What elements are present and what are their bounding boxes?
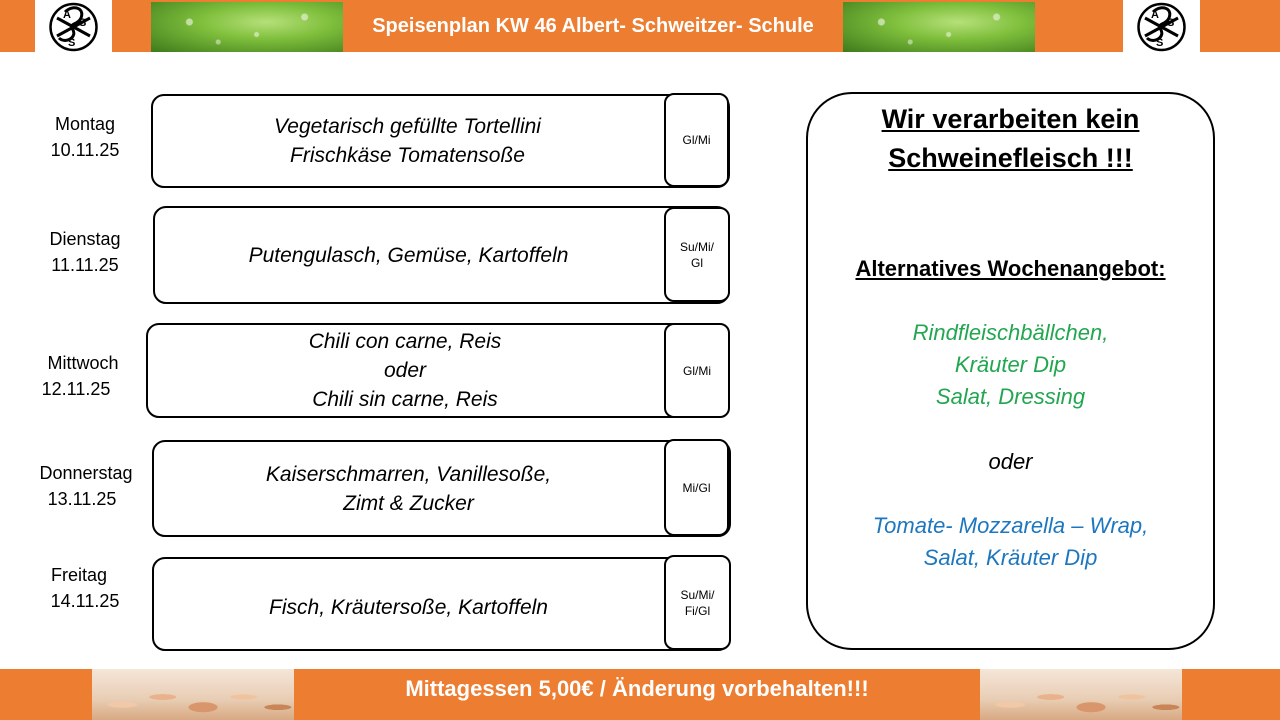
alternative-2-line: Salat, Kräuter Dip [923,545,1098,570]
school-logo-left [35,0,112,52]
meal-line: oder [383,359,427,382]
svg-text:A: A [1151,9,1159,21]
notice-line-2: Schweinefleisch !!! [888,143,1133,173]
meal-box-friday [152,557,731,651]
alternative-1-line: Kräuter Dip [954,352,1067,377]
day-label-wednesday [34,350,132,402]
header-leaf-image-right [843,2,1035,52]
meal-line: Chili sin carne, Reis [312,388,498,411]
allergen-box-friday: Su/Mi/ Fi/Gl [664,555,731,650]
svg-text:A: A [63,9,71,21]
day-date: 11.11.25 [51,255,119,275]
day-label-thursday [30,460,142,512]
school-logo-right [1123,0,1200,52]
meal-box-monday [151,94,730,188]
side-panel [806,92,1215,650]
day-name: Dienstag [49,229,121,249]
meal-text [154,442,663,535]
alternative-heading: Alternatives Wochenangebot: [855,256,1166,281]
meal-text [148,325,662,416]
allergen-box-thursday: Mi/Gl [664,439,729,536]
meal-line: Zimt & Zucker [343,491,474,515]
day-date: 12.11.25 [41,379,111,399]
day-date: 13.11.25 [47,489,117,509]
alternative-1-line: Rindfleischbällchen, [912,320,1109,345]
allergen-box-wednesday: Gl/Mi [664,323,730,418]
allergen-box-monday: Gl/Mi [664,93,729,187]
meal-text [153,96,662,186]
page-title: Speisenplan KW 46 Albert- Schweitzer- Schule [372,15,814,37]
footer-hands-image-left [92,669,294,720]
meal-text [154,559,663,649]
meal-box-wednesday [146,323,730,418]
day-date: 14.11.25 [50,591,120,611]
day-name: Montag [54,114,116,134]
meal-line: Fisch, Kräutersoße, Kartoffeln [269,595,548,619]
day-date: 10.11.25 [50,140,120,160]
day-label-tuesday [40,226,130,278]
day-name: Mittwoch [47,353,119,373]
svg-text:S: S [1156,37,1164,49]
svg-text:S: S [68,37,76,49]
day-name: Freitag [50,565,108,585]
meal-line: Chili con carne, Reis [308,330,502,353]
alternative-separator: oder [988,449,1033,474]
alternative-2-line: Tomate- Mozzarella – Wrap, [872,513,1149,538]
footer-text: Mittagessen 5,00€ / Änderung vorbehalten!!! [405,676,869,701]
allergen-box-tuesday: Su/Mi/ Gl [664,207,730,302]
meal-line: Vegetarisch gefüllte Tortellini [274,115,541,138]
day-name: Donnerstag [39,463,133,483]
meal-line: Kaiserschmarren, Vanillesoße, [265,462,552,486]
meal-line: Frischkäse Tomatensoße [290,144,525,167]
day-label-friday [40,562,130,614]
footer-hands-image-right [980,669,1182,720]
meal-box-tuesday [153,206,730,304]
meal-box-thursday [152,440,731,537]
header-leaf-image-left [151,2,343,52]
notice-line-1: Wir verarbeiten kein [881,104,1140,134]
meal-text [155,208,662,302]
svg-text:S: S [1167,17,1175,29]
svg-text:S: S [79,17,87,29]
alternative-1-line: Salat, Dressing [935,384,1086,409]
meal-line: Putengulasch, Gemüse, Kartoffeln [248,243,569,267]
day-label-monday [40,111,130,163]
